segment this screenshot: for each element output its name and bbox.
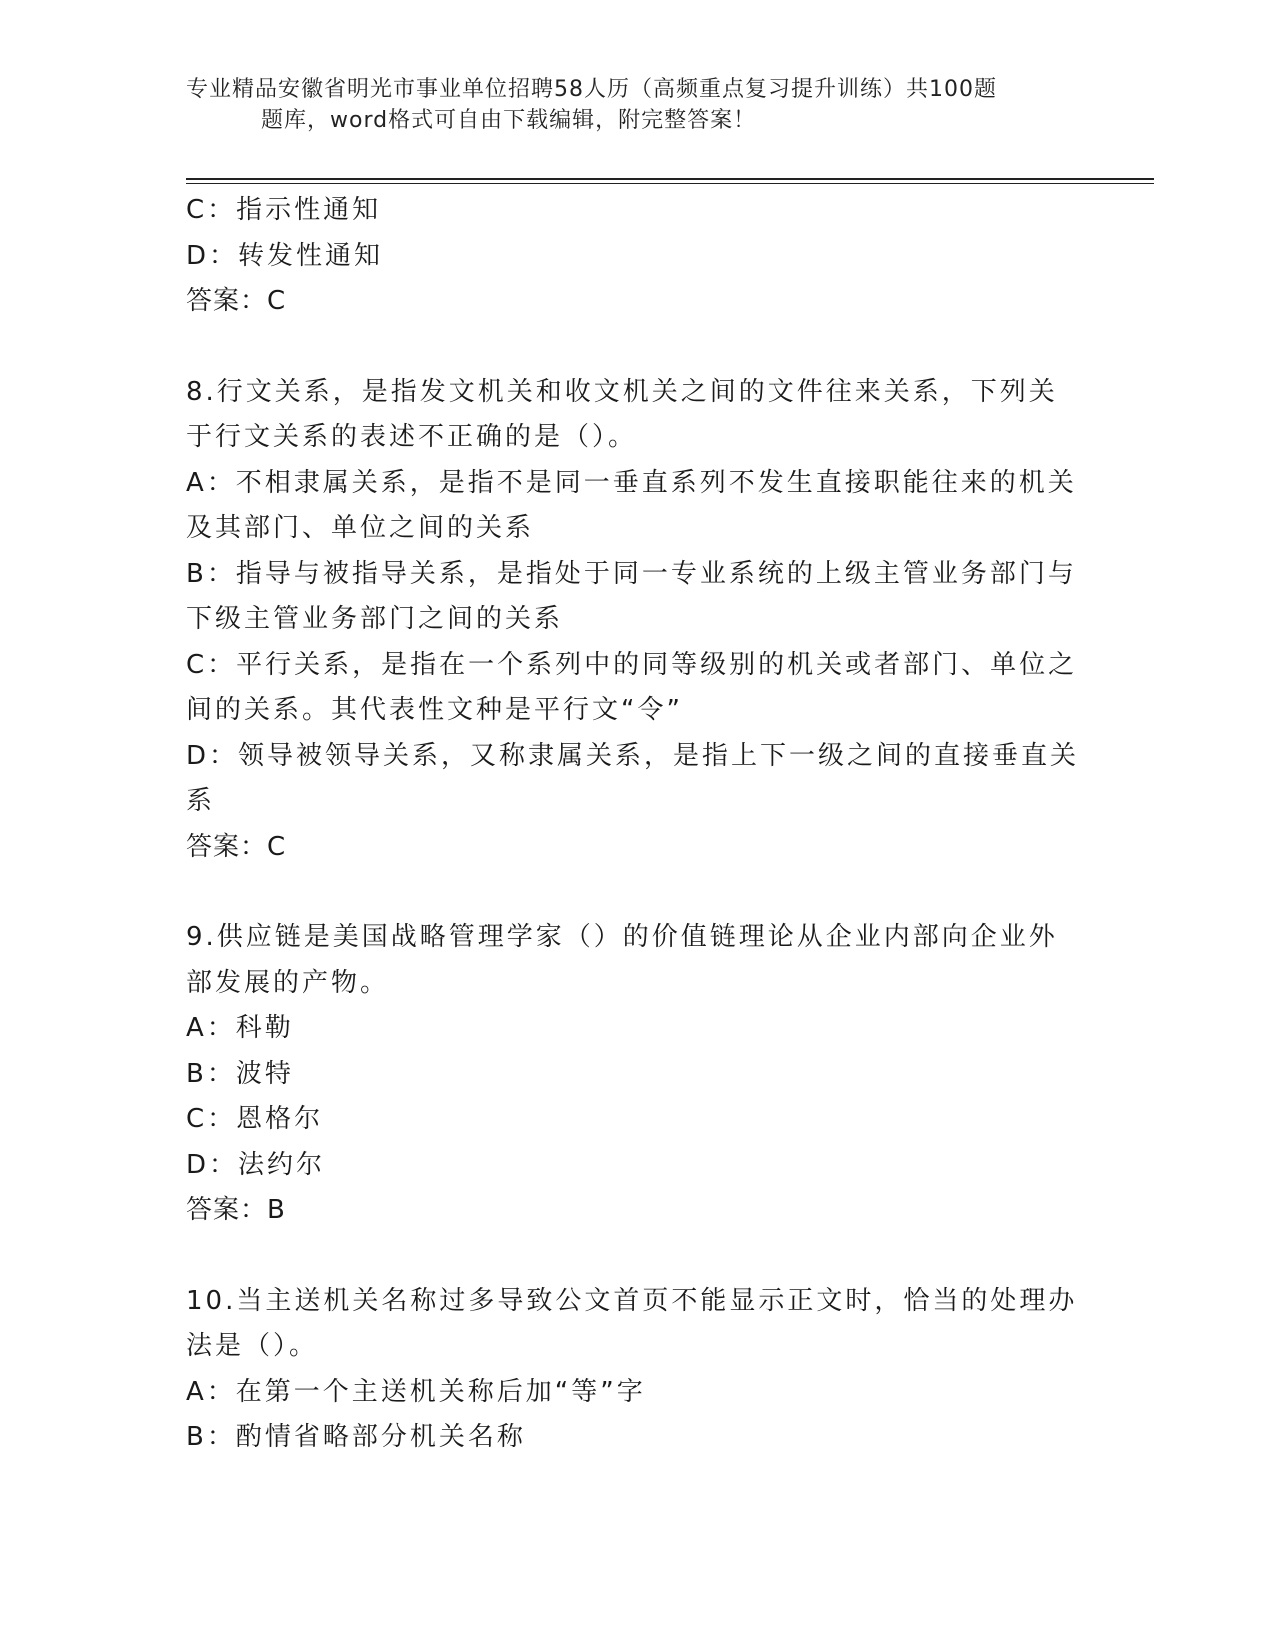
question-stem: 10.当主送机关名称过多导致公文首页不能显示正文时，恰当的处理办	[186, 1285, 1078, 1316]
question-stem-cont: 于行文关系的表述不正确的是（）。	[186, 422, 638, 452]
question-stem-cont: 部发展的产物。	[186, 967, 390, 998]
spacer	[186, 870, 1086, 915]
option-b: B：酌情省略部分机关名称	[186, 1422, 526, 1452]
header-divider-thick	[186, 178, 1154, 180]
option-c: C：平行关系，是指在一个系列中的同等级别的机关或者部门、单位之	[186, 649, 1078, 680]
option-b: B：指导与被指导关系，是指处于同一专业系统的上级主管业务部门与	[186, 558, 1077, 589]
header-title-line-2: 题库，word格式可自由下载编辑，附完整答案！	[261, 108, 757, 133]
header-divider-thin	[186, 183, 1154, 184]
option-d: D：法约尔	[186, 1149, 326, 1180]
answer-line: 答案：B	[186, 1195, 286, 1225]
option-b-cont: 下级主管业务部门之间的关系	[186, 604, 564, 634]
answer-line: 答案：C	[186, 286, 287, 316]
option-c: C：恩格尔	[186, 1104, 324, 1134]
spacer	[186, 325, 1086, 370]
question-stem: 9.供应链是美国战略管理学家（）的价值链理论从企业内部向企业外	[186, 922, 1058, 952]
option-a: A：科勒	[186, 1013, 294, 1043]
option-a-cont: 及其部门、单位之间的关系	[186, 513, 535, 543]
option-a: A：不相隶属关系，是指不是同一垂直系列不发生直接职能往来的机关	[186, 467, 1077, 498]
option-d: D：领导被领导关系，又称隶属关系，是指上下一级之间的直接垂直关	[186, 740, 1080, 771]
question-stem: 8.行文关系，是指发文机关和收文机关之间的文件往来关系，下列关	[186, 376, 1058, 407]
answer-line: 答案：C	[186, 831, 287, 862]
option-d: D：转发性通知	[186, 240, 384, 271]
option-a: A：在第一个主送机关称后加“等”字	[186, 1376, 646, 1407]
question-9	[186, 915, 1086, 1234]
document-body	[186, 188, 1086, 1461]
question-8	[186, 370, 1086, 871]
document-header	[186, 74, 1086, 136]
option-c: C：指示性通知	[186, 195, 382, 225]
option-d-cont: 系	[186, 786, 216, 816]
question-stem-cont: 法是（）。	[186, 1331, 319, 1361]
header-title-line-1: 专业精品安徽省明光市事业单位招聘58人历（高频重点复习提升训练）共100题	[186, 77, 997, 102]
option-b: B：波特	[186, 1058, 294, 1089]
spacer	[186, 1234, 1086, 1279]
option-c-cont: 间的关系。其代表性文种是平行文“令”	[186, 695, 683, 725]
question-7-tail	[186, 188, 1086, 325]
question-10	[186, 1279, 1086, 1461]
